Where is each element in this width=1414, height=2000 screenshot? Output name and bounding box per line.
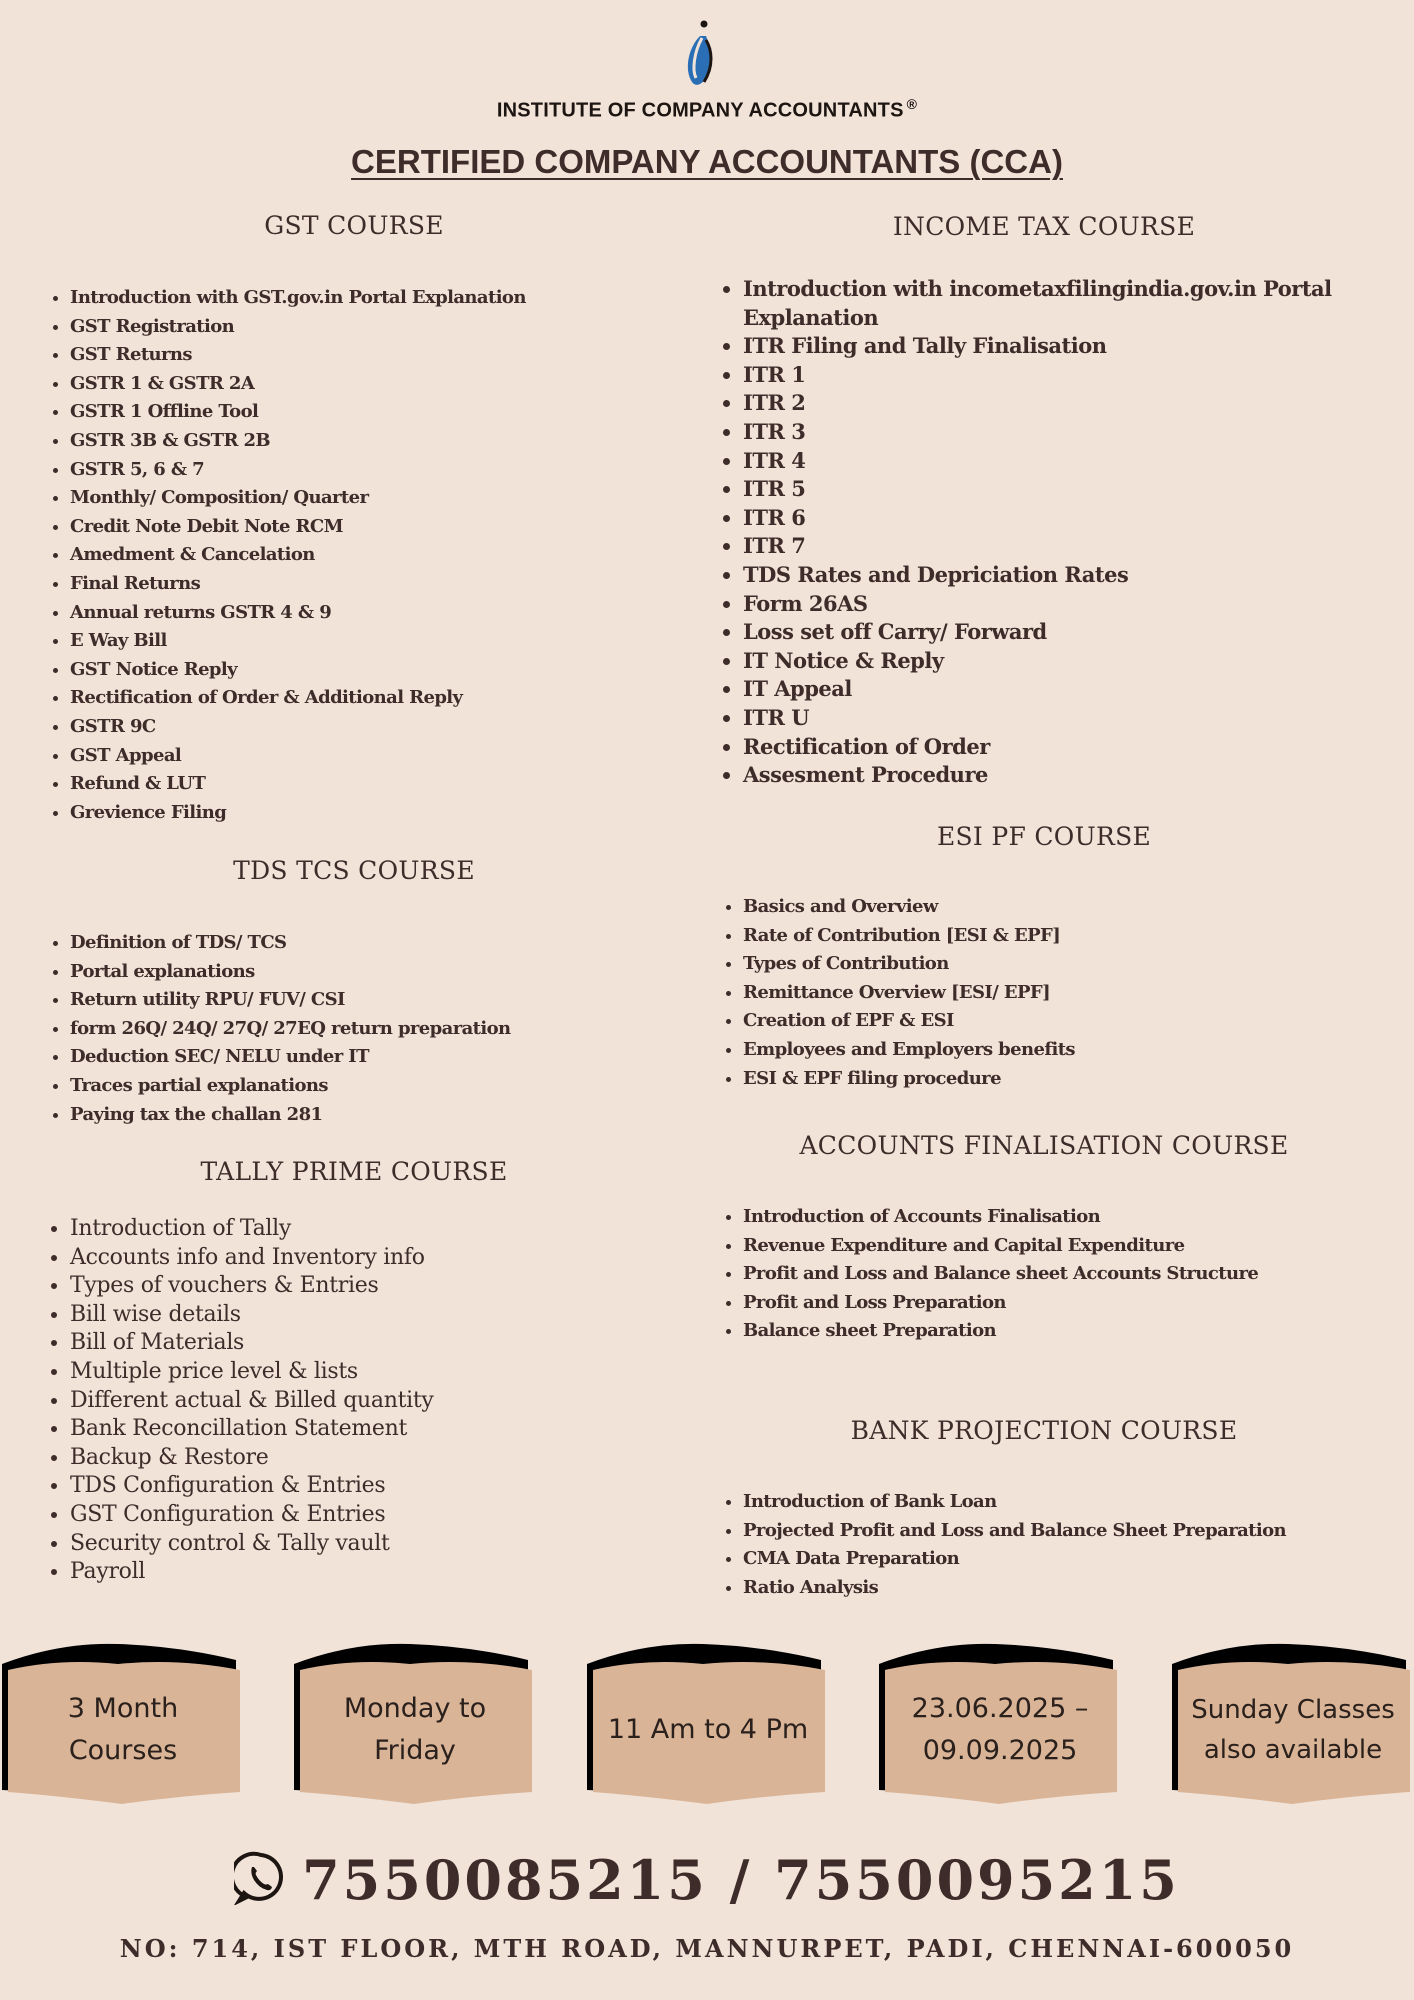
course-topic-item: • form 26Q/ 24Q/ 27Q/ 27EQ return preparation bbox=[70, 1015, 700, 1044]
course-topic-item: • Security control & Tally vault bbox=[70, 1530, 700, 1559]
course-topic-item: • Multiple price level & lists bbox=[70, 1358, 700, 1387]
course-topic-item: • GSTR 1 & GSTR 2A bbox=[70, 370, 700, 399]
bank-course-title: BANK PROJECTION COURSE bbox=[850, 1416, 1238, 1445]
course-topic-item: • Introduction with GST.gov.in Portal Explanation bbox=[70, 284, 700, 313]
gst-course-list bbox=[40, 284, 700, 827]
course-topic-item: • Creation of EPF & ESI bbox=[743, 1007, 1403, 1036]
tally-course-list bbox=[40, 1215, 700, 1587]
contact-phone-row bbox=[0, 1845, 1414, 1915]
course-topic-item: • Assesment Procedure bbox=[743, 761, 1403, 790]
course-topic-item: • GST Appeal bbox=[70, 742, 700, 771]
course-topic-item: • Profit and Loss Preparation bbox=[743, 1289, 1403, 1318]
bank-course-list bbox=[713, 1488, 1403, 1602]
course-topic-item: • Introduction with incometaxfilingindia.gov.in Portal Explanation bbox=[743, 275, 1403, 332]
course-topic-item: • Credit Note Debit Note RCM bbox=[70, 513, 700, 542]
course-topic-item: • E Way Bill bbox=[70, 627, 700, 656]
course-topic-item: • Form 26AS bbox=[743, 590, 1403, 619]
course-topic-item: • Remittance Overview [ESI/ EPF] bbox=[743, 979, 1403, 1008]
course-topic-item: • Monthly/ Composition/ Quarter bbox=[70, 484, 700, 513]
course-topic-item: • Payroll bbox=[70, 1558, 700, 1587]
course-topic-item: • Definition of TDS/ TCS bbox=[70, 929, 700, 958]
course-topic-item: • Paying tax the challan 281 bbox=[70, 1101, 700, 1130]
accounts-course-title: ACCOUNTS FINALISATION COURSE bbox=[799, 1131, 1289, 1160]
course-topic-item: • Basics and Overview bbox=[743, 893, 1403, 922]
course-topic-item: • ITR 5 bbox=[743, 475, 1403, 504]
course-topic-item: • GST Registration bbox=[70, 313, 700, 342]
course-topic-item: • Introduction of Accounts Finalisation bbox=[743, 1203, 1403, 1232]
course-topic-item: • Ratio Analysis bbox=[743, 1574, 1403, 1603]
course-topic-item: • Rectification of Order bbox=[743, 733, 1403, 762]
course-topic-item: • ITR U bbox=[743, 704, 1403, 733]
course-topic-item: • GST Configuration & Entries bbox=[70, 1501, 700, 1530]
course-topic-item: • Traces partial explanations bbox=[70, 1072, 700, 1101]
course-topic-item: • Refund & LUT bbox=[70, 770, 700, 799]
course-topic-item: • Grevience Filing bbox=[70, 799, 700, 828]
course-topic-item: • GST Returns bbox=[70, 341, 700, 370]
course-topic-item: • GSTR 5, 6 & 7 bbox=[70, 456, 700, 485]
badge-label: Monday to Friday bbox=[343, 1693, 487, 1766]
course-topic-item: • Types of Contribution bbox=[743, 950, 1403, 979]
course-topic-item: • TDS Rates and Depriciation Rates bbox=[743, 561, 1403, 590]
gst-course-title: GST COURSE bbox=[264, 211, 444, 240]
course-topic-item: • ITR 6 bbox=[743, 504, 1403, 533]
course-topic-item: • Amedment & Cancelation bbox=[70, 541, 700, 570]
course-topic-item: • Introduction of Bank Loan bbox=[743, 1488, 1403, 1517]
tds-course-title: TDS TCS COURSE bbox=[233, 856, 475, 885]
institute-logo-icon bbox=[680, 18, 720, 90]
page-title: CERTIFIED COMPANY ACCOUNTANTS (CCA) bbox=[351, 143, 1063, 180]
course-topic-item: • ITR Filing and Tally Finalisation bbox=[743, 332, 1403, 361]
badge-label: 23.06.2025 – 09.09.2025 bbox=[911, 1693, 1089, 1766]
course-topic-item: • GST Notice Reply bbox=[70, 656, 700, 685]
course-topic-item: • Employees and Employers benefits bbox=[743, 1036, 1403, 1065]
esi-pf-course-title: ESI PF COURSE bbox=[936, 822, 1152, 851]
phone-numbers[interactable]: 7550085215 / 7550095215 bbox=[302, 1848, 1180, 1912]
sunday-classes-badge bbox=[1170, 1642, 1405, 1804]
course-topic-item: • Projected Profit and Loss and Balance Sheet Preparation bbox=[743, 1517, 1403, 1546]
income-tax-course-list bbox=[713, 275, 1403, 790]
course-topic-item: • Profit and Loss and Balance sheet Accounts Structure bbox=[743, 1260, 1403, 1289]
course-topic-item: • ITR 1 bbox=[743, 361, 1403, 390]
course-topic-item: • Loss set off Carry/ Forward bbox=[743, 618, 1403, 647]
duration-badge bbox=[0, 1642, 235, 1804]
course-topic-item: • GSTR 9C bbox=[70, 713, 700, 742]
course-topic-item: • Annual returns GSTR 4 & 9 bbox=[70, 599, 700, 628]
course-topic-item: • ITR 7 bbox=[743, 532, 1403, 561]
course-topic-item: • Backup & Restore bbox=[70, 1444, 700, 1473]
course-topic-item: • ITR 2 bbox=[743, 389, 1403, 418]
accounts-course-list bbox=[713, 1203, 1403, 1346]
course-topic-item: • Rectification of Order & Additional Reply bbox=[70, 684, 700, 713]
course-topic-item: • Final Returns bbox=[70, 570, 700, 599]
course-topic-item: • Types of vouchers & Entries bbox=[70, 1272, 700, 1301]
course-topic-item: • ITR 4 bbox=[743, 447, 1403, 476]
income-tax-course-title: INCOME TAX COURSE bbox=[892, 212, 1196, 241]
course-topic-item: • ESI & EPF filing procedure bbox=[743, 1065, 1403, 1094]
institute-name: INSTITUTE OF COMPANY ACCOUNTANTS ® bbox=[496, 96, 918, 122]
course-topic-item: • Accounts info and Inventory info bbox=[70, 1244, 700, 1273]
course-topic-item: • GSTR 1 Offline Tool bbox=[70, 398, 700, 427]
whatsapp-icon[interactable] bbox=[234, 1851, 288, 1909]
course-topic-item: • Deduction SEC/ NELU under IT bbox=[70, 1043, 700, 1072]
course-topic-item: • Bill of Materials bbox=[70, 1329, 700, 1358]
course-topic-item: • Return utility RPU/ FUV/ CSI bbox=[70, 986, 700, 1015]
badge-label: Sunday Classes also available bbox=[1191, 1695, 1395, 1765]
address: NO: 714, IST FLOOR, MTH ROAD, MANNURPET, PADI, CHENNAI-600050 bbox=[119, 1934, 1295, 1963]
course-topic-item: • Different actual & Billed quantity bbox=[70, 1387, 700, 1416]
course-topic-item: • Rate of Contribution [ESI & EPF] bbox=[743, 922, 1403, 951]
schedule-days-badge bbox=[292, 1642, 527, 1804]
course-topic-item: • Bank Reconcillation Statement bbox=[70, 1415, 700, 1444]
course-topic-item: • IT Notice & Reply bbox=[743, 647, 1403, 676]
course-topic-item: • GSTR 3B & GSTR 2B bbox=[70, 427, 700, 456]
badge-label: 11 Am to 4 Pm bbox=[607, 1714, 809, 1745]
tds-course-list bbox=[40, 929, 700, 1129]
course-topic-item: • IT Appeal bbox=[743, 675, 1403, 704]
course-topic-item: • Revenue Expenditure and Capital Expenditure bbox=[743, 1232, 1403, 1261]
course-topic-item: • TDS Configuration & Entries bbox=[70, 1472, 700, 1501]
badge-label: 3 Month Courses bbox=[67, 1693, 179, 1766]
date-range-badge bbox=[877, 1642, 1112, 1804]
timing-badge bbox=[585, 1642, 820, 1804]
course-topic-item: • Bill wise details bbox=[70, 1301, 700, 1330]
course-topic-item: • Introduction of Tally bbox=[70, 1215, 700, 1244]
course-topic-item: • CMA Data Preparation bbox=[743, 1545, 1403, 1574]
esi-pf-course-list bbox=[713, 893, 1403, 1093]
course-topic-item: • Balance sheet Preparation bbox=[743, 1317, 1403, 1346]
course-topic-item: • Portal explanations bbox=[70, 958, 700, 987]
course-topic-item: • ITR 3 bbox=[743, 418, 1403, 447]
tally-course-title: TALLY PRIME COURSE bbox=[200, 1157, 508, 1186]
